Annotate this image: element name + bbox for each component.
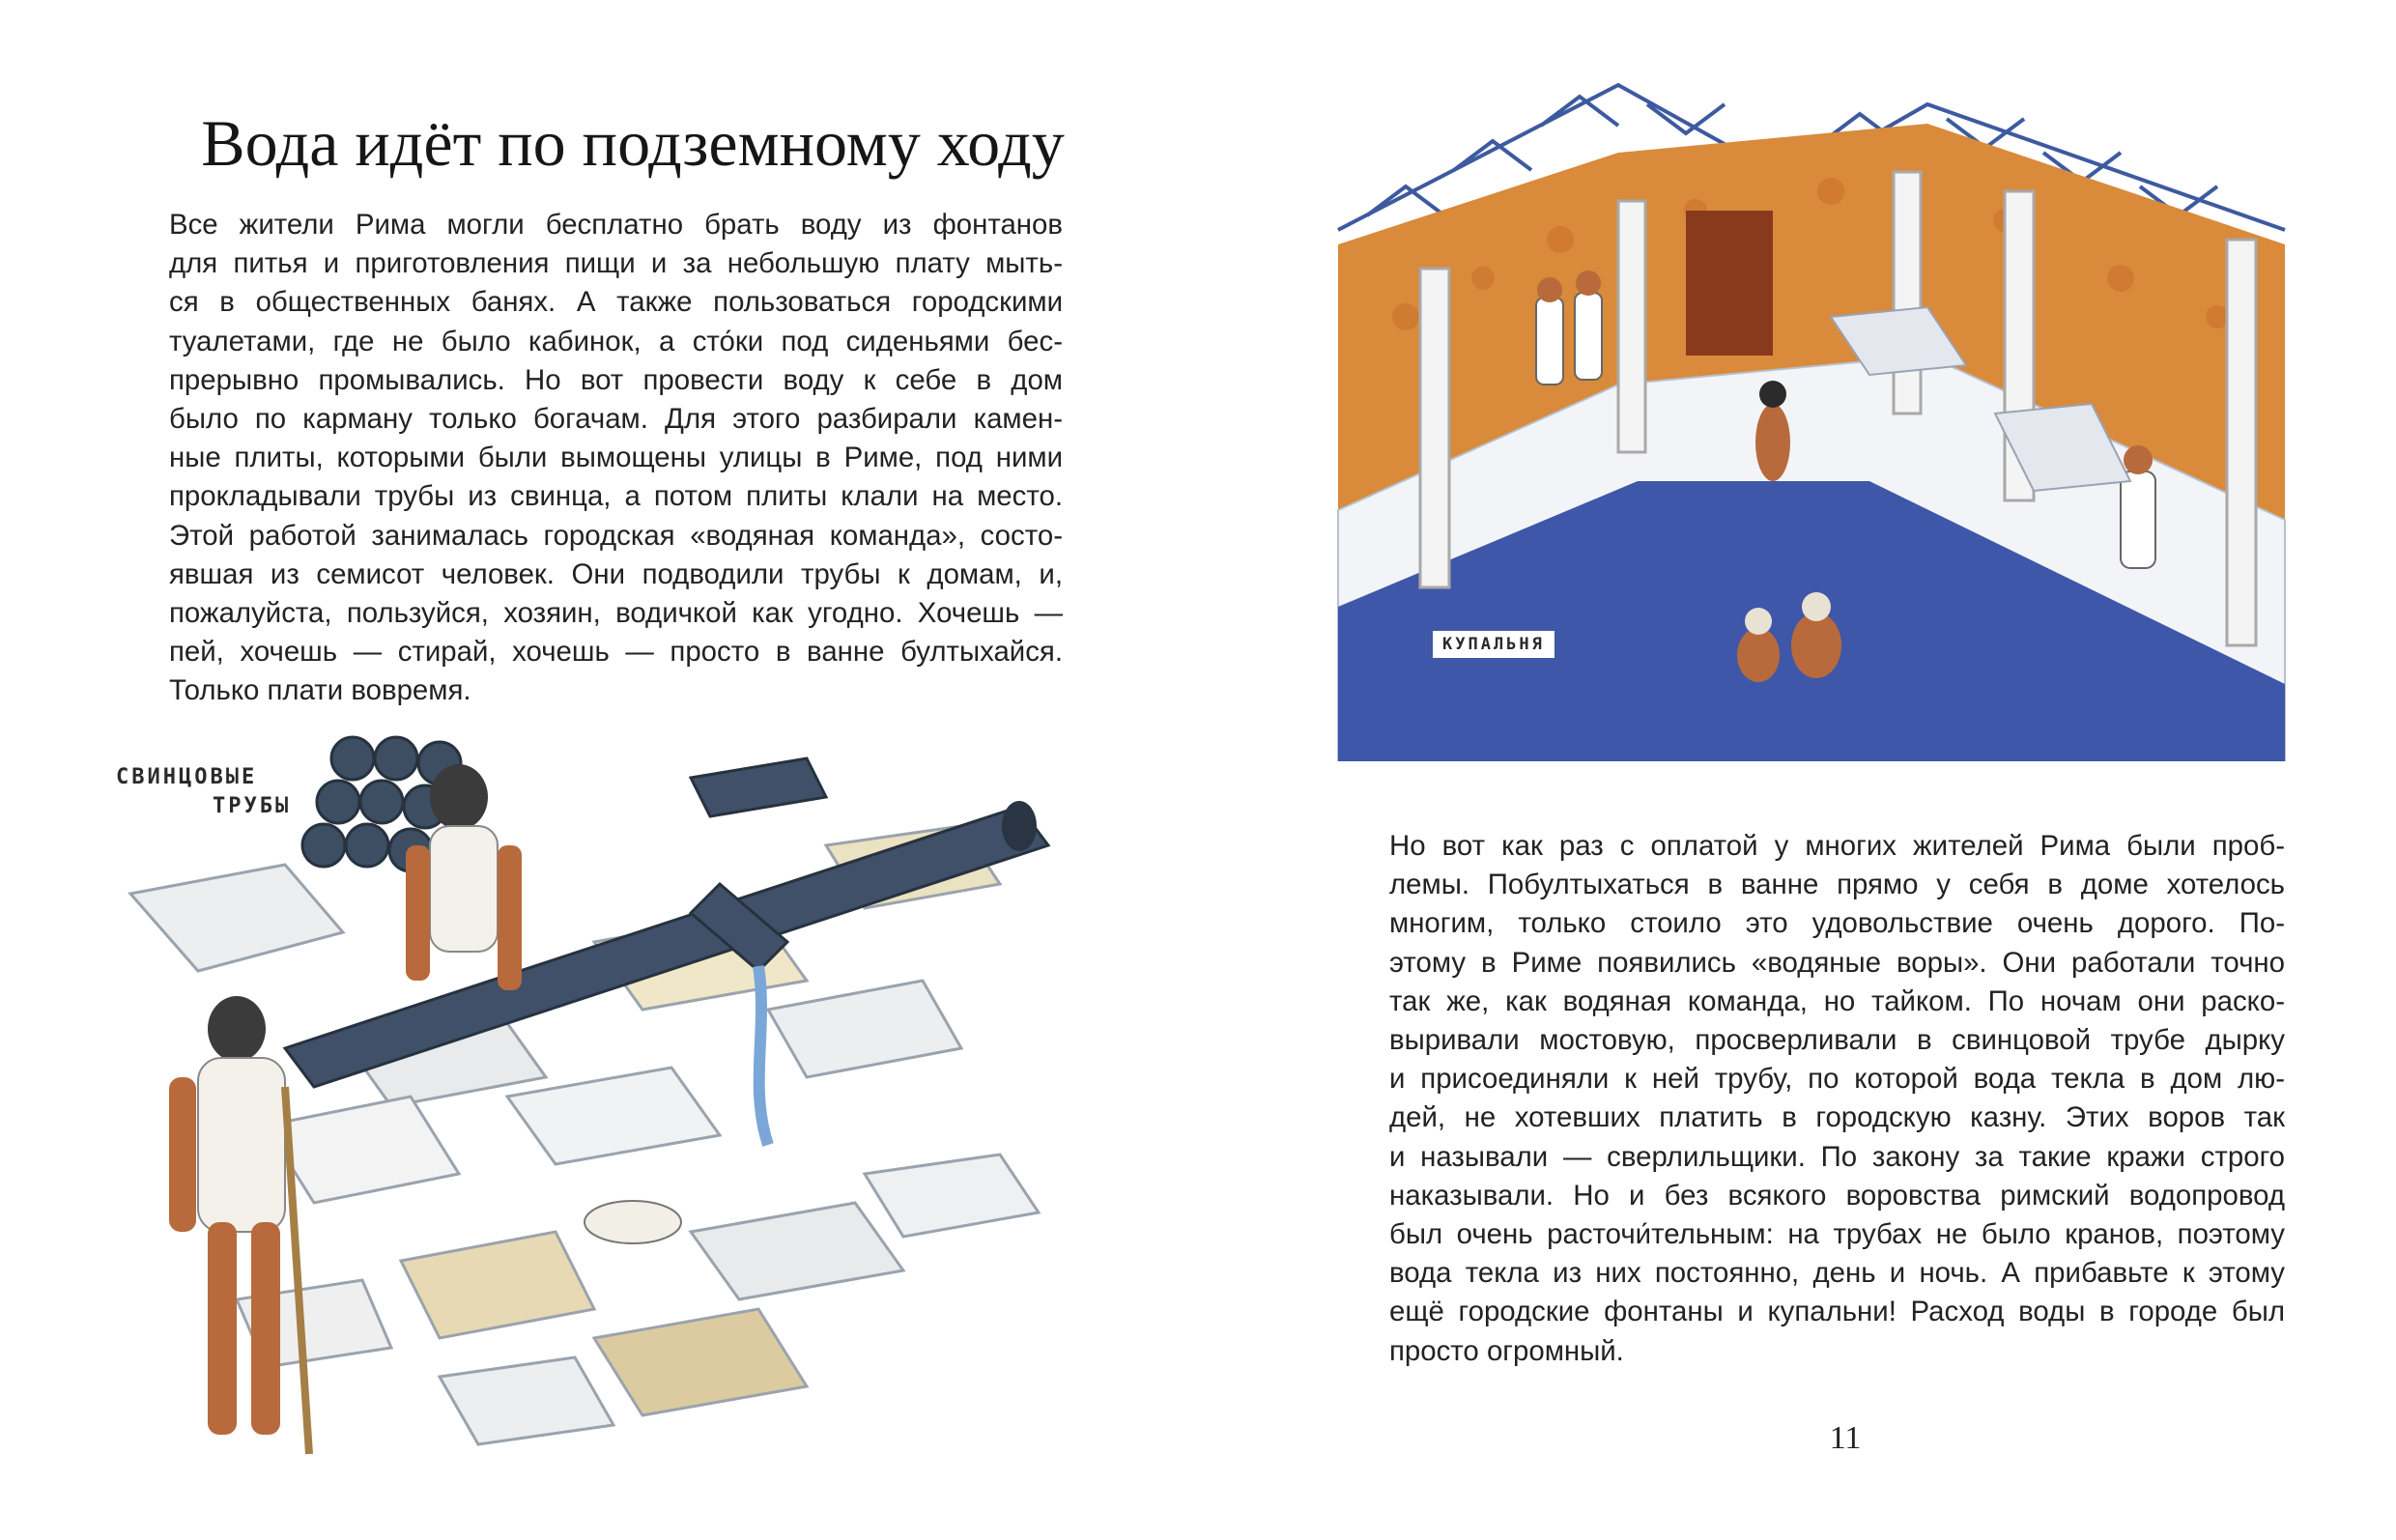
text-line: ещё городские фонтаны и купальни! Расход воды в городе был xyxy=(1389,1296,2285,1328)
text-line: вода текла из них постоянно, день и ночь. А прибавьте к этому xyxy=(1389,1257,2285,1290)
text-line: было по карману только богачам. Для этого разбирали камен- xyxy=(169,403,1063,436)
text-line: явшая из семисот человек. Они подводили трубы к домам, и, xyxy=(169,557,1063,590)
text-line: пожалуйста, пользуйся, хозяин, водичкой как угодно. Хочешь — xyxy=(169,597,1063,630)
text-line: выривали мостовую, просверливали в свинцовой трубе дырку xyxy=(1389,1024,2285,1057)
text-line: наказывали. Но и без всякого воровства римский водопровод xyxy=(1389,1179,2285,1212)
bath-caption: КУПАЛЬНЯ xyxy=(1433,631,1555,658)
text-line: лемы. Побултыхаться в ванне прямо у себя в доме хотелось xyxy=(1389,869,2285,901)
right-page xyxy=(1198,0,2396,1540)
text-line: многим, только стоило это удовольствие очень дорого. По- xyxy=(1389,907,2285,940)
left-paragraph xyxy=(169,206,1063,711)
text-line: был очень расточи́тельным: на трубах не было кранов, поэтому xyxy=(1389,1218,2285,1251)
pipes-caption-line1: СВИНЦОВЫЕ xyxy=(116,765,258,789)
text-line: пей, хочешь — стирай, хочешь — просто в ванне бултыхайся. xyxy=(169,636,1063,669)
text-line: ся в общественных банях. А также пользоваться городскими xyxy=(169,286,1063,319)
right-paragraph xyxy=(1389,827,2285,1371)
text-line: туалетами, где не было кабинок, а сто́ки под сиденьями бес- xyxy=(169,325,1063,357)
text-line: и присоединяли к ней трубу, по которой вода текла в дом лю- xyxy=(1389,1063,2285,1096)
text-line: Только плати вовремя. xyxy=(169,674,471,707)
text-line: прерывно промывались. Но вот провести воду к себе в дом xyxy=(169,363,1063,396)
doorway xyxy=(1686,211,1773,356)
page-title: Вода идёт по подземному ходу xyxy=(201,106,1065,180)
pipes-caption xyxy=(116,763,328,821)
pipes-caption-line2: ТРУБЫ xyxy=(213,794,292,818)
text-line: Но вот как раз с оплатой у многих жителей Рима были проб- xyxy=(1389,830,2285,862)
lead-pipes-drawing xyxy=(92,720,1068,1473)
text-line: ные плиты, которыми были вымощены улицы в Риме, под ними xyxy=(169,442,1063,474)
lead-pipes-illustration xyxy=(92,720,1068,1473)
text-line: так же, как водяная команда, но тайком. По ночам они раско- xyxy=(1389,984,2285,1017)
cat xyxy=(585,1201,681,1243)
worker-front xyxy=(169,996,309,1454)
text-line: этому в Риме появились «водяные воры». Они работали точно xyxy=(1389,946,2285,979)
text-line: дей, не хотевших платить в городскую казну. Этих воров так xyxy=(1389,1101,2285,1134)
text-line: Этой работой занималась городская «водяная команда», состо- xyxy=(169,519,1063,552)
water-stream xyxy=(758,966,768,1145)
text-line: и называли — сверлильщики. По закону за такие кражи строго xyxy=(1389,1140,2285,1173)
text-line: просто огромный. xyxy=(1389,1334,1624,1367)
page-number: 11 xyxy=(1829,1420,1862,1456)
text-line: Все жители Рима могли бесплатно брать воду из фонтанов xyxy=(169,209,1063,241)
text-line: прокладывали трубы из свинца, а потом плиты клали на место. xyxy=(169,480,1063,513)
text-line: для питья и приготовления пищи и за небольшую плату мыть- xyxy=(169,247,1063,280)
